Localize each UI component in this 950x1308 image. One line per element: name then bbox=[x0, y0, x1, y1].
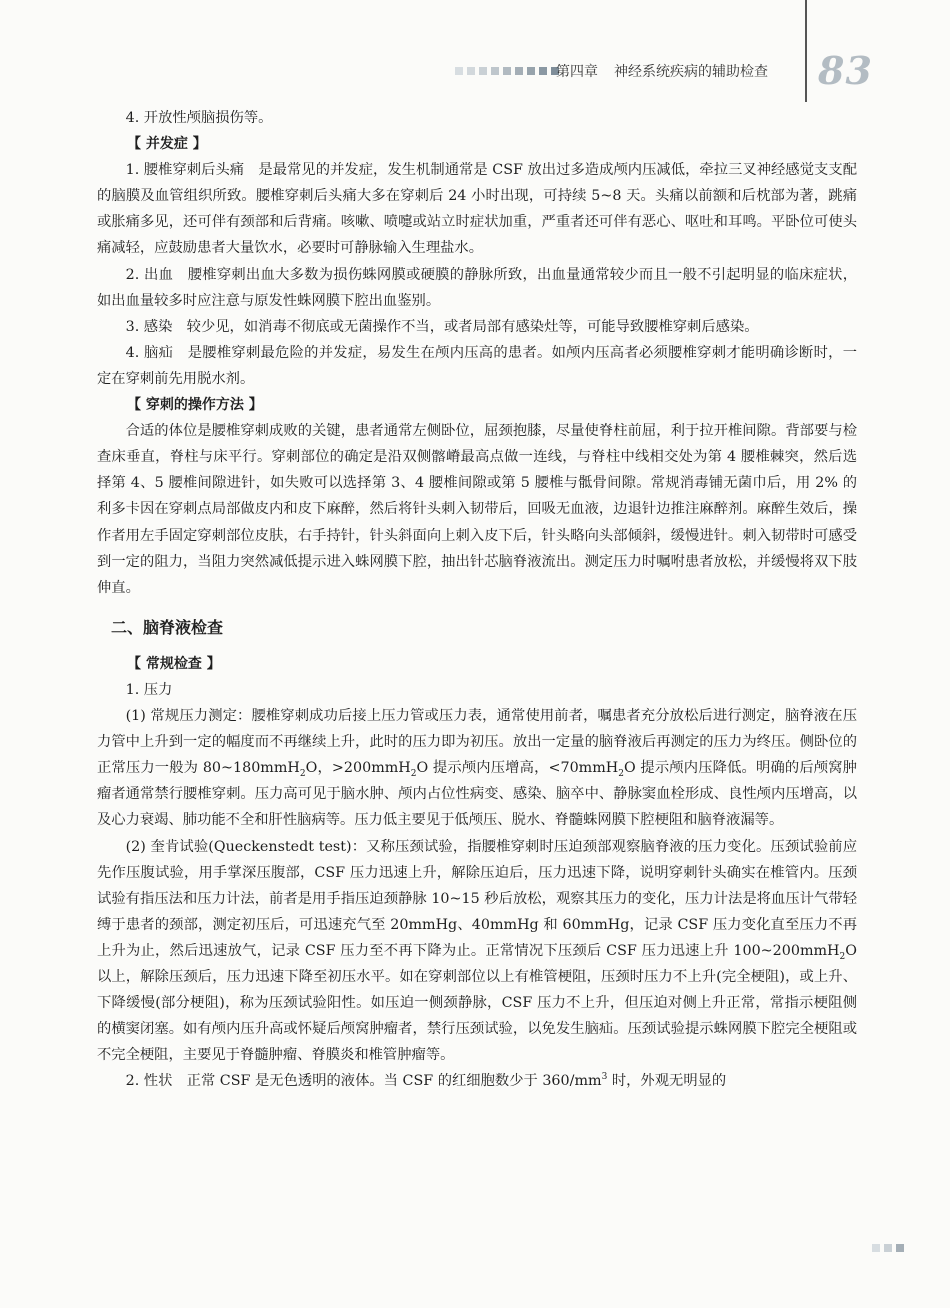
chapter-label: 第四章 bbox=[556, 64, 598, 80]
text-run: O，>200mmH bbox=[305, 760, 411, 777]
subscript: 2 bbox=[299, 769, 306, 780]
paragraph-appearance bbox=[97, 1068, 857, 1094]
text-run: O 提示颅内压降低。明确的后颅窝肿瘤者通常禁行腰椎穿刺。压力高可见于脑水肿、颅内占位性病变、感染、脑卒中、静脉窦血栓形成、良性颅内压增高，以及心力衰竭、肺功能不全和肝性脑病等。压力低主要见于低颅压、脱水、脊髓蛛网膜下腔梗阻和脑脊液漏等。 bbox=[97, 760, 857, 829]
paragraph: 2. 出血 腰椎穿刺出血大多数为损伤蛛网膜或硬膜的静脉所致，出血量通常较少而且一般不引起明显的临床症状，如出血量较多时应注意与原发性蛛网膜下腔出血鉴别。 bbox=[97, 266, 857, 309]
subheading-puncture-method: 【 穿刺的操作方法 】 bbox=[127, 397, 263, 414]
superscript: 3 bbox=[601, 1072, 608, 1083]
paragraph-pressure-measurement bbox=[97, 703, 857, 833]
paragraph: 1. 压力 bbox=[125, 681, 173, 698]
subheading-routine-exam: 【 常规检查 】 bbox=[127, 655, 221, 672]
running-header bbox=[556, 61, 768, 81]
subscript: 2 bbox=[839, 951, 846, 962]
text-run: (1) 常规压力测定：腰椎穿刺成功后接上压力管或压力表，通常使用前者，嘱患者充分放松后进行测定，脑脊液在压力管中上升到一定的幅度而不再继续上升，此时的压力即为初压。放出一定量的脑脊液后再测定的压力为终压。侧卧位的正常压力一般为 80~180mmH bbox=[97, 708, 857, 777]
paragraph: 4. 开放性颅脑损伤等。 bbox=[125, 110, 273, 126]
text-run: O 以上，解除压颈后，压力迅速下降至初压水平。如在穿刺部位以上有椎管梗阻，压颈时压力不上升(完全梗阻)，或上升、下降缓慢(部分梗阻)，称为压颈试验阳性。如压迫一侧颈静脉，CSF 压力不上升，但压迫对侧上升正常，常指示梗阻侧的横窦闭塞。如有颅内压升高或怀疑后颅窝肿瘤者，禁行压颈试验，以免发生脑疝。压颈试验提示蛛网膜下腔完全梗阻或不完全梗阻，主要见于脊髓肿瘤、脊膜炎和椎管肿瘤等。 bbox=[97, 942, 857, 1064]
header-decoration-squares bbox=[455, 67, 559, 75]
paragraph-queckenstedt-test bbox=[97, 834, 857, 1069]
paragraph: 3. 感染 较少见，如消毒不彻底或无菌操作不当，或者局部有感染灶等，可能导致腰椎穿刺后感染。 bbox=[125, 318, 759, 335]
chapter-title: 神经系统疾病的辅助检查 bbox=[614, 64, 768, 80]
page-number: 83 bbox=[818, 48, 873, 93]
paragraph: 合适的体位是腰椎穿刺成败的关键，患者通常左侧卧位，屈颈抱膝，尽量使脊柱前屈，利于拉开椎间隙。背部要与检查床垂直，脊柱与床平行。穿刺部位的确定是沿双侧髂嵴最高点做一连线，与脊柱中线相交处为第 4 腰椎棘突，然后选择第 4、5 腰椎间隙进针，如失败可以选择第 3、4 腰椎间隙或第 5 腰椎与骶骨间隙。常规消毒铺无菌巾后，用 2% 的利多卡因在穿刺点局部做皮内和皮下麻醉，然后将针头刺入韧带后，回吸无血液，边退针边推注麻醉剂。麻醉生效后，操作者用左手固定穿刺部位皮肤，右手持针，针头斜面向上刺入皮下后，针头略向头部倾斜，缓慢进针。刺入韧带时可感受到一定的阻力，当阻力突然减低提示进入蛛网膜下腔，抽出针芯脑脊液流出。测定压力时嘱咐患者放松，并缓慢将双下肢伸直。 bbox=[97, 423, 857, 596]
footer-decoration-squares bbox=[872, 1244, 904, 1252]
section-heading-csf-exam: 二、脑脊液检查 bbox=[111, 617, 224, 637]
body-text bbox=[97, 105, 857, 1094]
header-rule bbox=[805, 0, 807, 102]
paragraph: 1. 腰椎穿刺后头痛 是最常见的并发症，发生机制通常是 CSF 放出过多造成颅内压减低，牵拉三叉神经感觉支支配的脑膜及血管组织所致。腰椎穿刺后头痛大多在穿刺后 24 小时出现，可持续 5~8 天。头痛以前额和后枕部为著，跳痛或胀痛多见，还可伴有颈部和后背痛。咳嗽、喷嚏或站立时症状加重，严重者还可伴有恶心、呕吐和耳鸣。平卧位可使头痛减轻，应鼓励患者大量饮水，必要时可静脉输入生理盐水。 bbox=[97, 162, 857, 257]
text-run: (2) 奎肯试验(Queckenstedt test)：又称压颈试验，指腰椎穿刺时压迫颈部观察脑脊液的压力变化。压颈试验前应先作压腹试验，用手掌深压腹部，CSF 压力迅速上升，解除压迫后，压力迅速下降，说明穿刺针头确实在椎管内。压颈试验有指压法和压力计法，前者是用手指压迫颈静脉 10~15 秒后放松，观察其压力的变化，压力计法是将血压计气带轻缚于患者的颈部，测定初压后，可迅速充气至 20mmHg、40mmHg 和 60mmHg，记录 CSF 压力变化直至压力不再上升为止，然后迅速放气，记录 CSF 压力至不再下降为止。正常情况下压颈后 CSF 压力迅速上升 100~200mmH bbox=[97, 838, 857, 959]
subheading-complications: 【 并发症 】 bbox=[127, 136, 207, 153]
text-run: O 提示颅内压增高，<70mmH bbox=[416, 760, 619, 777]
subscript: 2 bbox=[410, 769, 417, 780]
text-run: 时，外观无明显的 bbox=[607, 1073, 727, 1090]
text-run: 2. 性状 正常 CSF 是无色透明的液体。当 CSF 的红细胞数少于 360/mm bbox=[125, 1073, 602, 1090]
subscript: 2 bbox=[618, 769, 624, 780]
paragraph: 4. 脑疝 是腰椎穿刺最危险的并发症，易发生在颅内压高的患者。如颅内压高者必须腰椎穿刺才能明确诊断时，一定在穿刺前先用脱水剂。 bbox=[97, 344, 857, 387]
